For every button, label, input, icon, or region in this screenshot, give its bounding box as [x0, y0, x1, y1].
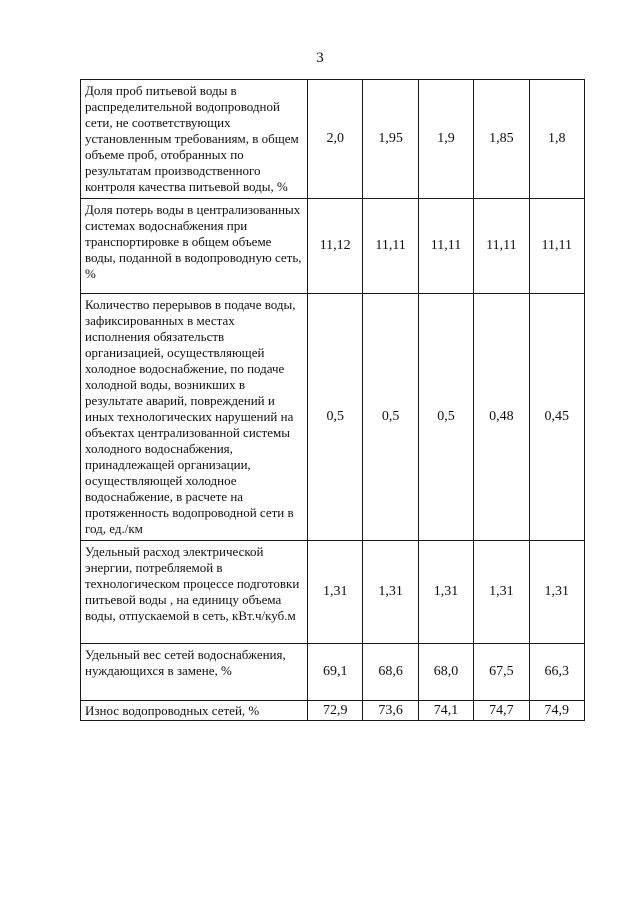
- table-cell: 1,31: [308, 541, 363, 644]
- row-label: Удельный расход электрической энергии, потребляемой в технологическом процессе подготовки питьевой воды , на единицу объема воды, отпускаемой в сеть, кВт.ч/куб.м: [81, 541, 308, 644]
- table-cell: 1,9: [418, 80, 473, 199]
- table-row: [81, 541, 585, 644]
- table-row: [81, 644, 585, 701]
- table-cell: 1,31: [474, 541, 529, 644]
- table-cell: 74,1: [418, 701, 473, 721]
- table-cell: 11,11: [474, 199, 529, 294]
- table-cell: 0,5: [363, 294, 418, 541]
- row-label: Удельный вес сетей водоснабжения, нуждающихся в замене, %: [81, 644, 308, 701]
- table-cell: 2,0: [308, 80, 363, 199]
- table-cell: 67,5: [474, 644, 529, 701]
- table-cell: 72,9: [308, 701, 363, 721]
- table-cell: 0,5: [308, 294, 363, 541]
- table-cell: 11,11: [529, 199, 584, 294]
- table-cell: 73,6: [363, 701, 418, 721]
- table-cell: 11,11: [418, 199, 473, 294]
- table-cell: 74,9: [529, 701, 584, 721]
- table-cell: 0,45: [529, 294, 584, 541]
- row-label: Доля потерь воды в централизованных системах водоснабжения при транспортировке в общем объеме воды, поданной в водопроводную сеть, %: [81, 199, 308, 294]
- table-row: [81, 294, 585, 541]
- indicators-table: [80, 79, 585, 721]
- table-cell: 1,85: [474, 80, 529, 199]
- table-cell: 1,31: [363, 541, 418, 644]
- table-cell: 74,7: [474, 701, 529, 721]
- table-cell: 11,11: [363, 199, 418, 294]
- row-label: Количество перерывов в подаче воды, зафиксированных в местах исполнения обязательств организацией, осуществляющей холодное водоснабжение, по подаче холодной воды, возникших в результате аварий, повреждений и иных технологических нарушений на объектах централизованной системы холодного водоснабжения, принадлежащей организации, осуществляющей холодное водоснабжение, в расчете на протяженность водопроводной сети в год, ед./км: [81, 294, 308, 541]
- table-cell: 69,1: [308, 644, 363, 701]
- table-cell: 68,6: [363, 644, 418, 701]
- table-cell: 1,95: [363, 80, 418, 199]
- row-label: Доля проб питьевой воды в распределительной водопроводной сети, не соответствующих установленным требованиям, в общем объеме проб, отобранных по результатам производственного контроля качества питьевой воды, %: [81, 80, 308, 199]
- table-cell: 0,5: [418, 294, 473, 541]
- row-label: Износ водопроводных сетей, %: [81, 701, 308, 721]
- table-cell: 1,31: [418, 541, 473, 644]
- table-cell: 68,0: [418, 644, 473, 701]
- table-cell: 0,48: [474, 294, 529, 541]
- table-row: [81, 701, 585, 721]
- table-cell: 1,31: [529, 541, 584, 644]
- table-cell: 1,8: [529, 80, 584, 199]
- page-number: 3: [316, 50, 324, 66]
- table-cell: 11,12: [308, 199, 363, 294]
- table-row: [81, 199, 585, 294]
- table-cell: 66,3: [529, 644, 584, 701]
- table-row: [81, 80, 585, 199]
